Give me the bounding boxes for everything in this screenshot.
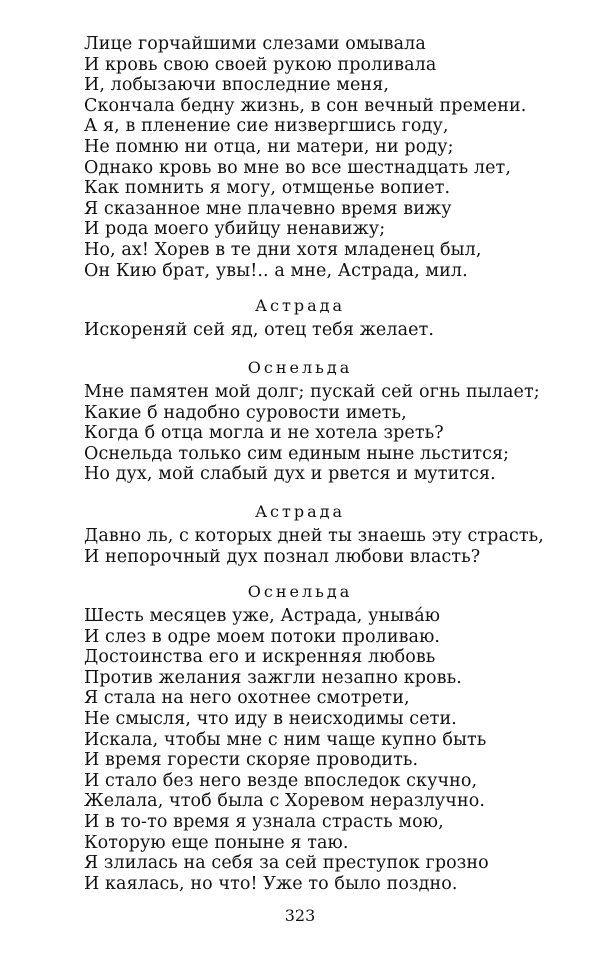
- speaker-name: Оснельда: [247, 582, 353, 601]
- verse-line: Которую еще поныне я таю.: [84, 832, 349, 853]
- verse-line: Он Кию брат, увы!.. а мне, Астрада, мил.: [84, 260, 468, 281]
- verse-line: Но, ах! Хорев в те дни хотя младенец был,: [84, 239, 482, 260]
- speaker-name: Астрада: [254, 296, 346, 315]
- verse-line: Давно ль, с которых дней ты знаешь эту страсть,: [84, 526, 544, 546]
- verse-line: И рода моего убийцу ненавижу;: [84, 219, 386, 240]
- speaker-name: Оснельда: [247, 358, 353, 377]
- verse-block: [84, 320, 584, 341]
- verse-line: Скончала бедну жизнь, в сон вечный премени.: [84, 95, 527, 116]
- verse-line: Оснельда только сим единым ныне льстится;: [84, 443, 510, 464]
- verse-line: А я, в пленение сие низвергшись году,: [84, 116, 449, 137]
- verse-line: Я сказанное мне плачевно время вижу: [84, 198, 452, 219]
- verse-line: Достоинства его и искренняя любовь: [84, 647, 436, 668]
- verse-line: Но дух, мой слабый дух и рвется и мутится.: [84, 464, 496, 485]
- verse-line: Как помнить я могу, отмщенье вопиет.: [84, 178, 451, 199]
- verse-line: Я злилась на себя за сей преступок грозно: [84, 853, 489, 874]
- page-number: 323: [284, 906, 316, 925]
- verse-line: Какие б надобно суровости иметь,: [84, 402, 407, 423]
- verse-line: И стало без него везде впоследок скучно,: [84, 770, 478, 791]
- verse-line: Не смысля, что иду в неисходимы сети.: [84, 708, 457, 729]
- verse-line: И слез в одре моем потоки проливаю.: [84, 626, 441, 647]
- verse-line: И, лобызаючи впоследние меня,: [84, 75, 389, 96]
- verse-line: И кровь свою своей рукою проливала: [84, 54, 437, 75]
- verse-line: Шесть месяцев уже, Астрада, уныва́ю: [84, 606, 441, 626]
- verse-block: [84, 382, 584, 485]
- verse-line: Против желания зажгли незапно кровь.: [84, 667, 462, 688]
- verse-line: Не помню ни отца, ни матери, ни роду;: [84, 136, 454, 157]
- verse-line: И время горести скоряе проводить.: [84, 750, 419, 771]
- verse-line: Искореняй сей яд, отец тебя желает.: [84, 320, 435, 340]
- verse-line: И каялась, но что! Уже то было поздно.: [84, 873, 458, 894]
- verse-line: Я стала на него охотнее смотрети,: [84, 688, 410, 709]
- verse-block: [84, 34, 584, 281]
- verse-line: Мне памятен мой долг; пускай сей огнь пылает;: [84, 382, 540, 402]
- verse-line: Искала, чтобы мне с ним чаще купно быть: [84, 729, 487, 750]
- speaker-name: Астрада: [254, 502, 346, 521]
- verse-line: И непорочный дух познал любови власть?: [84, 546, 481, 567]
- verse-line: Лице горчайшими слезами омывала: [84, 34, 426, 54]
- verse-line: Однако кровь во мне во все шестнадцать лет,: [84, 157, 511, 178]
- verse-line: Когда б отца могла и не хотела зреть?: [84, 423, 444, 444]
- verse-block: [84, 526, 584, 567]
- verse-line: Желала, чтоб была с Хоревом неразлучно.: [84, 791, 486, 812]
- verse-line: И в то-то время я узнала страсть мою,: [84, 811, 444, 832]
- verse-block: [84, 606, 584, 894]
